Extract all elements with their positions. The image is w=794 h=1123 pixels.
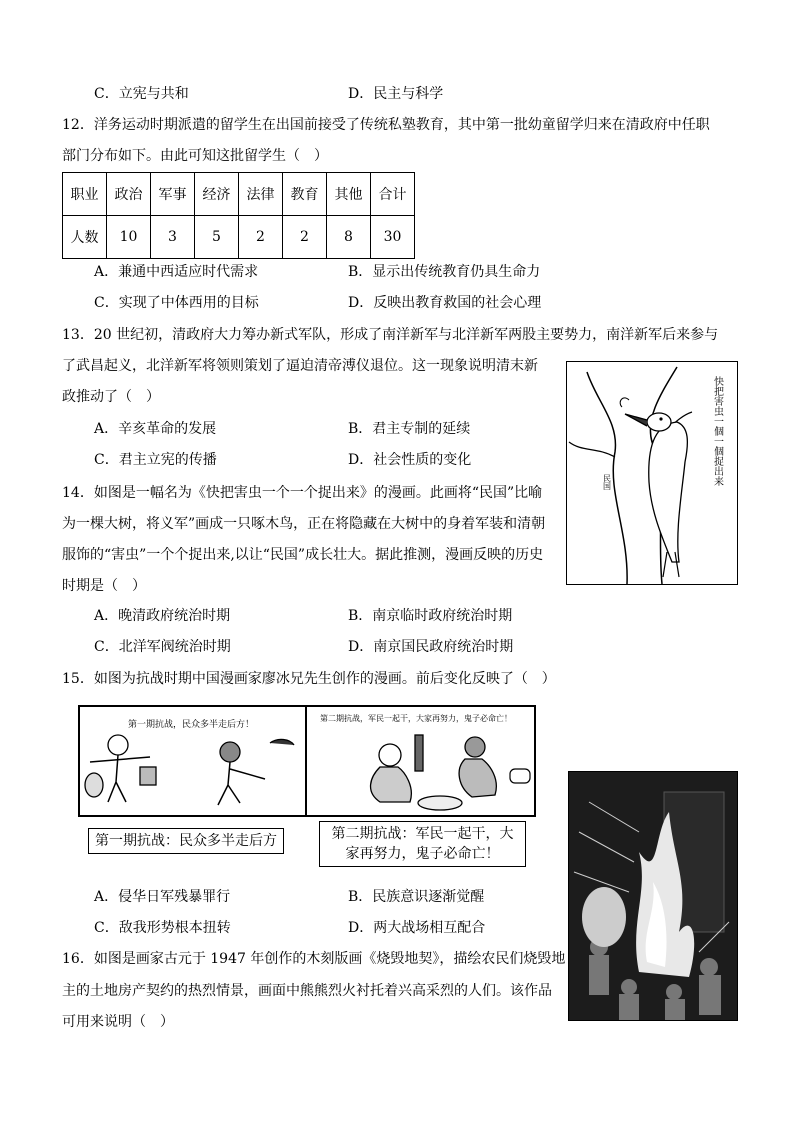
q16-stem-line3: 可用来说明（ ）	[62, 1014, 174, 1030]
war-cartoon-illustration	[80, 707, 534, 815]
table-cell: 10	[107, 216, 151, 259]
table-cell: 经济	[195, 173, 239, 216]
q12-stem-line1: 12．洋务运动时期派遣的留学生在出国前接受了传统私塾教育，其中第一批幼童留学归来在清政府中任职	[62, 117, 710, 133]
table-cell: 人数	[63, 216, 107, 259]
table-row	[63, 216, 415, 259]
panel2-text: 第二期抗战，军民一起干，大家再努力，鬼子必命亡！	[320, 714, 512, 723]
cartoon-title-text: 快把害虫一個一個捉出来	[711, 376, 723, 486]
q14-option-d: D．南京国民政府统治时期	[348, 639, 514, 655]
q12-option-d: D．反映出教育救国的社会心理	[348, 295, 542, 311]
table-cell: 政治	[107, 173, 151, 216]
q13-option-d: D．社会性质的变化	[348, 452, 472, 468]
table-cell: 3	[151, 216, 195, 259]
table-cell: 2	[283, 216, 327, 259]
q15-option-d: D．两大战场相互配合	[348, 920, 486, 936]
q15-stem-line1: 15．如图为抗战时期中国漫画家廖冰兄先生创作的漫画。前后变化反映了（ ）	[62, 671, 556, 687]
q14-stem-line2: 为一棵大树，将义军”画成一只啄木鸟，正在将隐藏在大树中的身着军装和清朝	[62, 516, 546, 532]
q15-caption-1: 第一期抗战：民众多半走后方	[88, 828, 284, 854]
table-cell: 其他	[327, 173, 371, 216]
table-cell: 教育	[283, 173, 327, 216]
q15-caption-2-line2: 家再努力，鬼子必命亡！	[345, 846, 500, 862]
q14-option-a: A．晚清政府统治时期	[94, 608, 231, 624]
q15-option-a: A．侵华日军残暴罪行	[94, 889, 231, 905]
table-cell: 职业	[63, 173, 107, 216]
q15-caption-2-line1: 第二期抗战：军民一起干，大	[331, 826, 514, 842]
q11-option-c: C．立宪与共和	[94, 86, 189, 102]
cartoon-label-text: 民国	[602, 474, 612, 490]
q12-option-c: C．实现了中体西用的目标	[94, 295, 259, 311]
q13-option-c: C．君主立宪的传播	[94, 452, 217, 468]
q12-stem-line2: 部门分布如下。由此可知这批留学生（ ）	[62, 148, 328, 164]
q13-option-a: A．辛亥革命的发展	[94, 421, 217, 437]
panel1-text: 第一期抗战，民众多半走后方！	[128, 720, 255, 730]
q12-table	[62, 172, 415, 259]
q15-cartoon-image	[78, 705, 536, 817]
q13-stem-line2: 了武昌起义，北洋新军将领则策划了逼迫清帝溥仪退位。这一现象说明清末新	[62, 358, 538, 374]
q11-option-d: D．民主与科学	[348, 86, 444, 102]
table-cell: 军事	[151, 173, 195, 216]
q15-caption-2	[319, 821, 526, 867]
q13-stem-line3: 政推动了（ ）	[62, 389, 160, 405]
q14-option-c: C．北洋军阀统治时期	[94, 639, 231, 655]
q14-stem-line1: 14．如图是一幅名为《快把害虫一个一个捉出来》的漫画。此画将“民国”比喻	[62, 485, 543, 501]
q14-stem-line3: 服饰的“害虫”一个个捉出来,以让“民国”成长壮大。据此推测，漫画反映的历史	[62, 547, 544, 563]
table-cell: 30	[371, 216, 415, 259]
q14-cartoon-image	[566, 361, 738, 585]
table-cell: 合计	[371, 173, 415, 216]
table-row	[63, 173, 415, 216]
q12-option-a: A．兼通中西适应时代需求	[94, 264, 259, 280]
table-cell: 2	[239, 216, 283, 259]
q15-option-b: B．民族意识逐渐觉醒	[348, 889, 485, 905]
table-cell: 5	[195, 216, 239, 259]
q16-stem-line1: 16．如图是画家古元于 1947 年创作的木刻版画《烧毁地契》，描绘农民们烧毁地	[62, 951, 566, 967]
table-cell: 8	[327, 216, 371, 259]
q16-stem-line2: 主的土地房产契约的热烈情景，画面中熊熊烈火衬托着兴高采烈的人们。该作品	[62, 983, 552, 999]
q15-option-c: C．敌我形势根本扭转	[94, 920, 231, 936]
q13-stem-line1: 13．20 世纪初，清政府大力筹办新式军队，形成了南洋新军与北洋新军两股主要势力，南洋新军后来参与	[62, 327, 719, 343]
q12-option-b: B．显示出传统教育仍具生命力	[348, 264, 541, 280]
q14-stem-line4: 时期是（ ）	[62, 578, 146, 594]
q16-woodcut-image	[568, 771, 738, 1021]
woodpecker-illustration	[567, 362, 737, 584]
table-cell: 法律	[239, 173, 283, 216]
q14-option-b: B．南京临时政府统治时期	[348, 608, 513, 624]
woodcut-illustration	[569, 772, 737, 1020]
q13-option-b: B．君主专制的延续	[348, 421, 471, 437]
